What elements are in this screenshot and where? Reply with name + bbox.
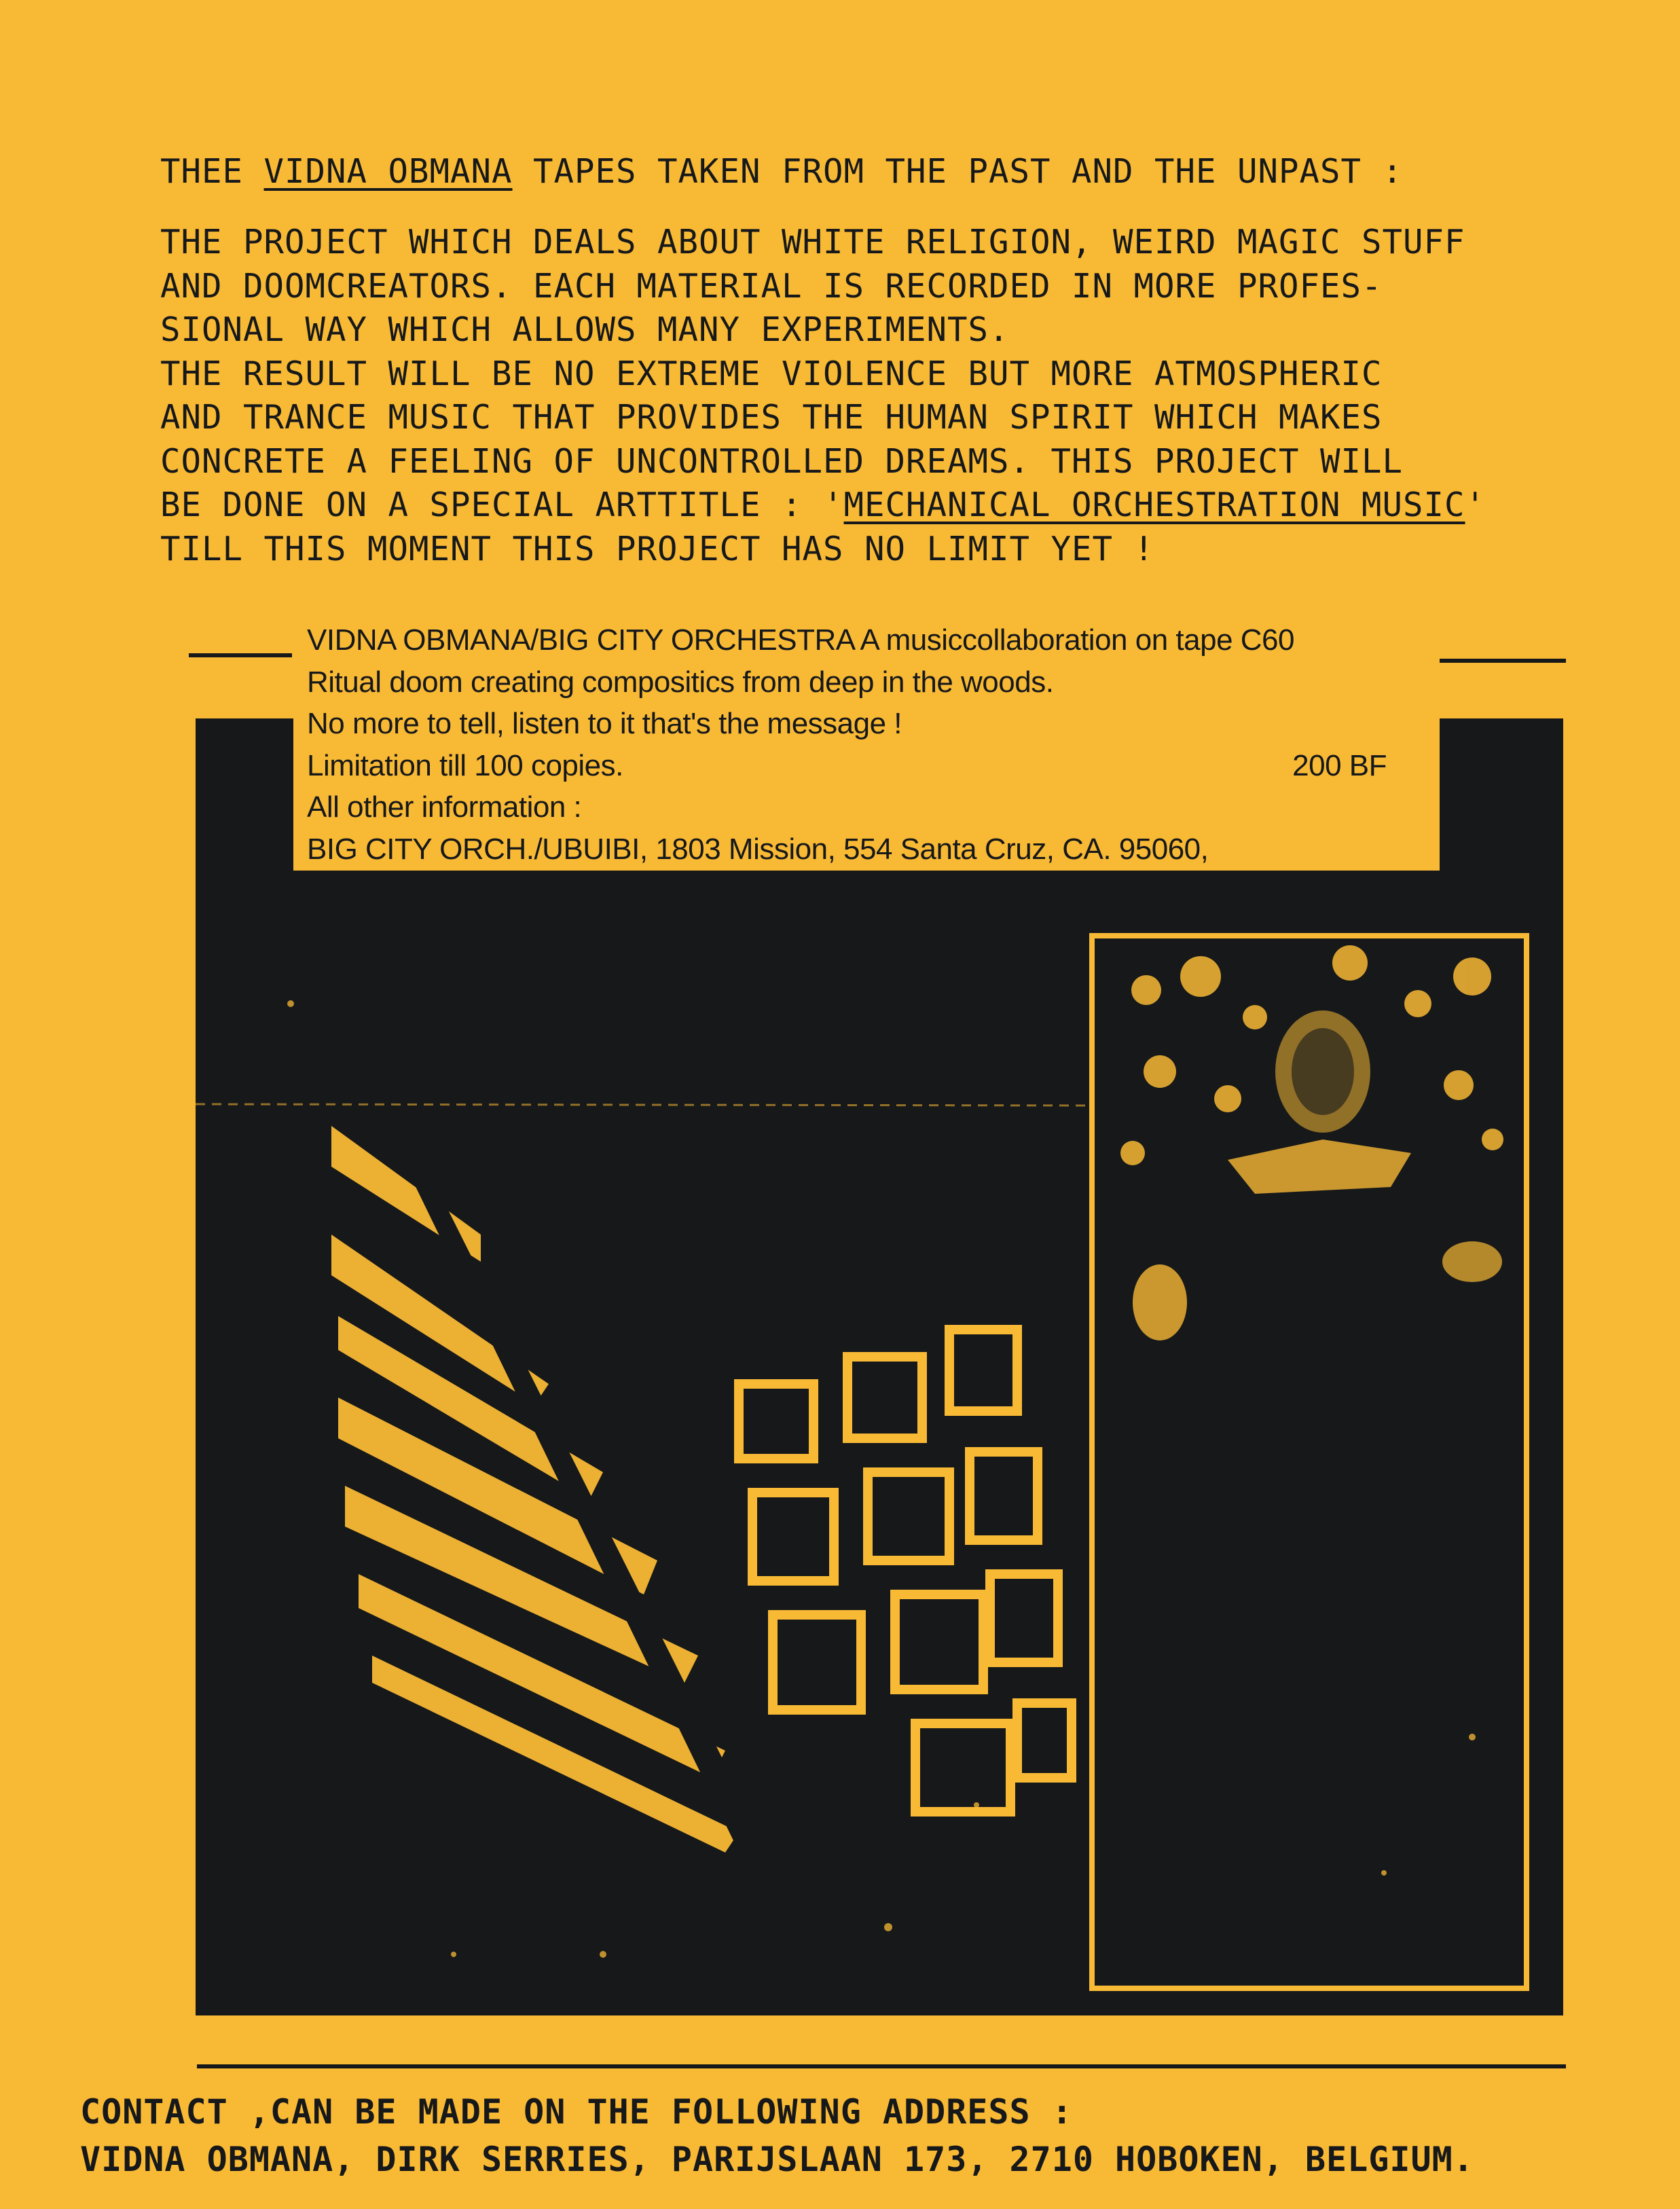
orchestra-address: BIG CITY ORCH./UBUIBI, 1803 Mission, 554 Santa Cruz, CA. 95060, (307, 832, 1209, 866)
arttitle-prefix: BE DONE ON A SPECIAL ARTTITLE : ' (160, 486, 844, 524)
tape-title-line: VIDNA OBMANA/BIG CITY ORCHESTRA A musiccollaboration on tape C60 (307, 623, 1294, 657)
heading-prefix: THEE (160, 152, 264, 191)
tape-limitation-line (307, 745, 1427, 787)
limitation-text: Limitation till 100 copies. (307, 748, 623, 782)
intro-paragraph (160, 221, 1620, 571)
intro-line: AND DOOMCREATORS. EACH MATERIAL IS RECORDED IN MORE PROFES- (160, 266, 1383, 306)
halftone-photo-window-and-figure-icon (196, 718, 1563, 2015)
intro-line: SIONAL WAY WHICH ALLOWS MANY EXPERIMENTS. (160, 310, 1010, 349)
halftone-photo (196, 718, 1563, 2015)
contact-block (80, 2088, 1642, 2183)
intro-line: CONCRETE A FEELING OF UNCONTROLLED DREAMS. THIS PROJECT WILL (160, 441, 1404, 481)
intro-line: TILL THIS MOMENT THIS PROJECT HAS NO LIMIT YET ! (160, 529, 1155, 568)
tape-info (307, 619, 1427, 870)
heading-suffix: TAPES TAKEN FROM THE PAST AND THE UNPAST : (512, 152, 1404, 191)
arttitle-suffix: ' (1465, 486, 1486, 524)
rule-top-right (1434, 659, 1566, 663)
tape-description-line: Ritual doom creating compositics from deep in the woods. (307, 665, 1054, 699)
contact-address: VIDNA OBMANA, DIRK SERRIES, PARIJSLAAN 173, 2710 HOBOKEN, BELGIUM. (80, 2140, 1474, 2179)
intro-line: THE RESULT WILL BE NO EXTREME VIOLENCE BUT MORE ATMOSPHERIC (160, 354, 1383, 393)
tape-message-line: No more to tell, listen to it that's the message ! (307, 707, 902, 740)
flyer-heading (160, 152, 1403, 191)
rule-bottom (197, 2064, 1566, 2068)
tape-price: 200 BF (1292, 748, 1387, 782)
arttitle-name: MECHANICAL ORCHESTRATION MUSIC (843, 486, 1465, 524)
intro-line: THE PROJECT WHICH DEALS ABOUT WHITE RELIGION, WEIRD MAGIC STUFF (160, 223, 1465, 261)
heading-project-name: VIDNA OBMANA (263, 152, 513, 191)
intro-line-arttitle (160, 483, 1620, 528)
other-info-label: All other information : (307, 790, 582, 824)
rule-top-left (189, 653, 292, 657)
contact-intro: CONTACT ,CAN BE MADE ON THE FOLLOWING ADDRESS : (80, 2092, 1073, 2132)
intro-line: AND TRANCE MUSIC THAT PROVIDES THE HUMAN SPIRIT WHICH MAKES (160, 398, 1383, 437)
